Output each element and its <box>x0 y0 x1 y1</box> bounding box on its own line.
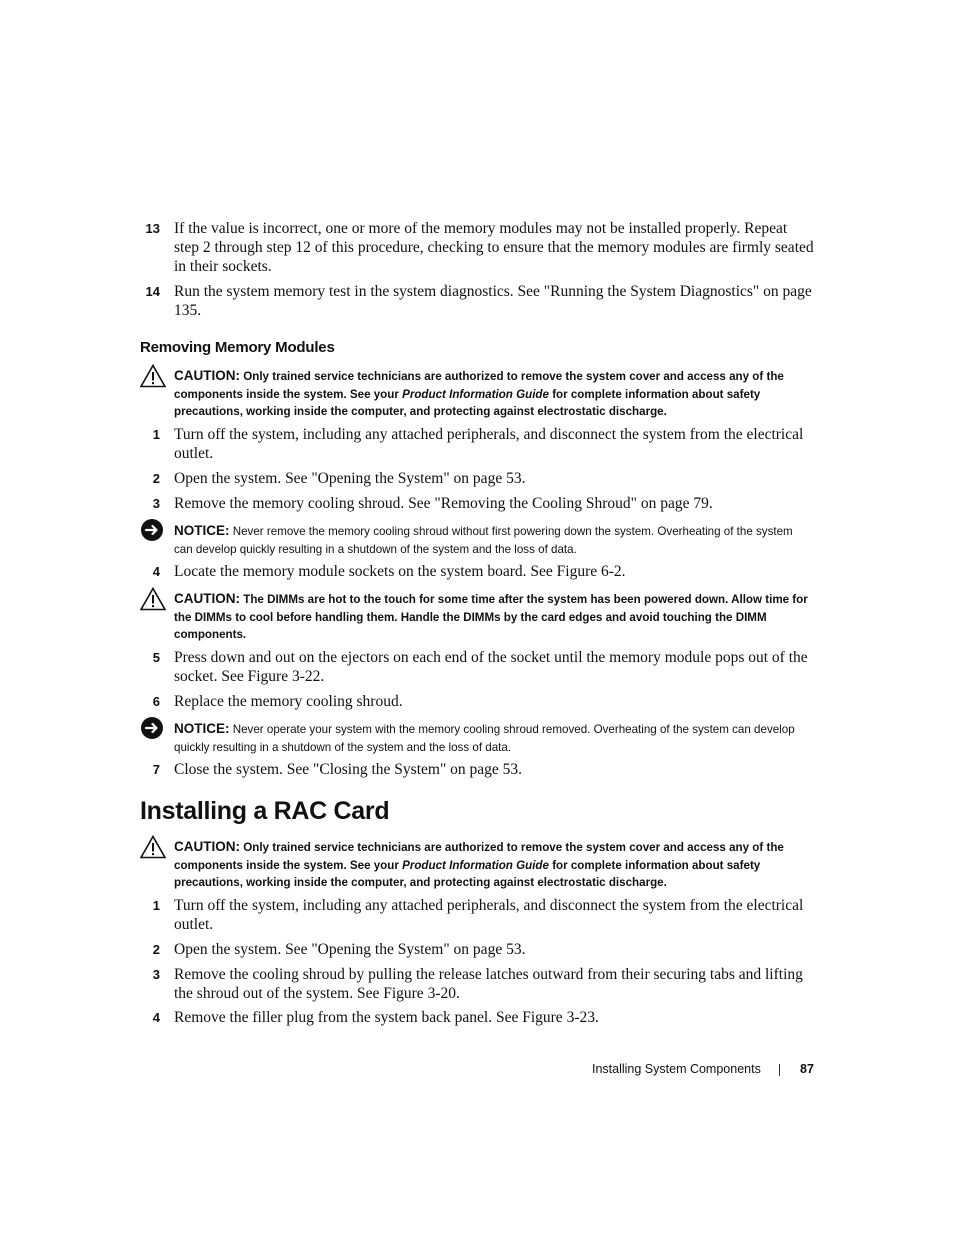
caution-label: CAUTION: <box>174 839 240 854</box>
caution-note <box>174 367 814 421</box>
step-number: 1 <box>152 427 160 442</box>
step-number: 3 <box>152 967 160 982</box>
step-text: Locate the memory module sockets on the system board. See Figure 6-2. <box>174 563 626 580</box>
notice-label: NOTICE: <box>174 721 230 736</box>
caution-triangle-icon <box>140 587 166 611</box>
step-text: Close the system. See "Closing the System" on page 53. <box>174 761 523 778</box>
step-number: 14 <box>145 284 160 299</box>
notice-text: Never operate your system with the memory cooling shroud removed. Overheating of the system can develop quickly resulting in a shutdown of the system and the loss of data. <box>174 723 795 754</box>
step-text: Open the system. See "Opening the System" on page 53. <box>174 941 526 958</box>
step-number: 4 <box>152 564 160 579</box>
caution-note <box>174 590 814 644</box>
notice-note <box>174 522 814 558</box>
step-text: Replace the memory cooling shroud. <box>174 693 403 710</box>
step-number: 7 <box>152 762 160 777</box>
caution-text: Only trained service technicians are authorized to remove the system cover and access any of the components inside the system. See your <box>174 841 784 872</box>
notice-note <box>174 720 814 756</box>
notice-text: Never remove the memory cooling shroud without first powering down the system. Overheating of the system can develop quickly resulting in a shutdown of the system and the loss of data. <box>174 525 793 556</box>
footer-chapter: Installing System Components <box>592 1062 761 1076</box>
caution-guide-title: Product Information Guide <box>402 387 549 401</box>
step-text: If the value is incorrect, one or more of the memory modules may not be installed properly. Repeat step 2 through step 12 of this procedure, checking to ensure that the memory modules are firmly seated in their sockets. <box>174 220 814 275</box>
step-number: 6 <box>152 694 160 709</box>
step-number: 2 <box>152 471 160 486</box>
step-text: Remove the filler plug from the system back panel. See Figure 3-23. <box>174 1009 599 1026</box>
caution-triangle-icon <box>140 835 166 859</box>
page-number: 87 <box>800 1062 814 1076</box>
caution-text: The DIMMs are hot to the touch for some time after the system has been powered down. Allow time for the DIMMs to cool before handling them. Handle the DIMMs by the card edges and avoid touching the DIMM components. <box>174 593 808 642</box>
caution-label: CAUTION: <box>174 368 240 383</box>
caution-triangle-icon <box>140 364 166 388</box>
caution-label: CAUTION: <box>174 591 240 606</box>
step-text: Run the system memory test in the system diagnostics. See "Running the System Diagnostics" on page 135. <box>174 283 812 319</box>
step-text: Turn off the system, including any attached peripherals, and disconnect the system from the electrical outlet. <box>174 897 804 933</box>
caution-text: for complete information about safety precautions, working inside the computer, and protecting against electrostatic discharge. <box>174 858 761 890</box>
notice-circle-icon <box>140 518 166 542</box>
step-number: 4 <box>152 1010 160 1025</box>
footer-divider <box>779 1064 780 1076</box>
caution-guide-title: Product Information Guide <box>402 858 549 872</box>
caution-text: Only trained service technicians are authorized to remove the system cover and access any of the components inside the system. See your <box>174 370 784 401</box>
notice-label: NOTICE: <box>174 523 230 538</box>
step-text: Remove the cooling shroud by pulling the release latches outward from their securing tabs and lifting the shroud out of the system. See Figure 3-20. <box>174 966 803 1002</box>
step-text: Press down and out on the ejectors on each end of the socket until the memory module pops out of the socket. See Figure 3-22. <box>174 649 808 685</box>
step-number: 3 <box>152 496 160 511</box>
notice-circle-icon <box>140 716 166 740</box>
step-text: Turn off the system, including any attached peripherals, and disconnect the system from the electrical outlet. <box>174 426 804 462</box>
section-title: Installing a RAC Card <box>140 797 390 825</box>
step-number: 13 <box>145 221 160 236</box>
step-number: 5 <box>152 650 160 665</box>
section-subheading: Removing Memory Modules <box>140 339 335 356</box>
step-number: 1 <box>152 898 160 913</box>
step-text: Remove the memory cooling shroud. See "Removing the Cooling Shroud" on page 79. <box>174 495 713 512</box>
step-text: Open the system. See "Opening the System" on page 53. <box>174 470 526 487</box>
caution-note <box>174 838 814 892</box>
caution-text: for complete information about safety precautions, working inside the computer, and protecting against electrostatic discharge. <box>174 387 761 419</box>
step-number: 2 <box>152 942 160 957</box>
